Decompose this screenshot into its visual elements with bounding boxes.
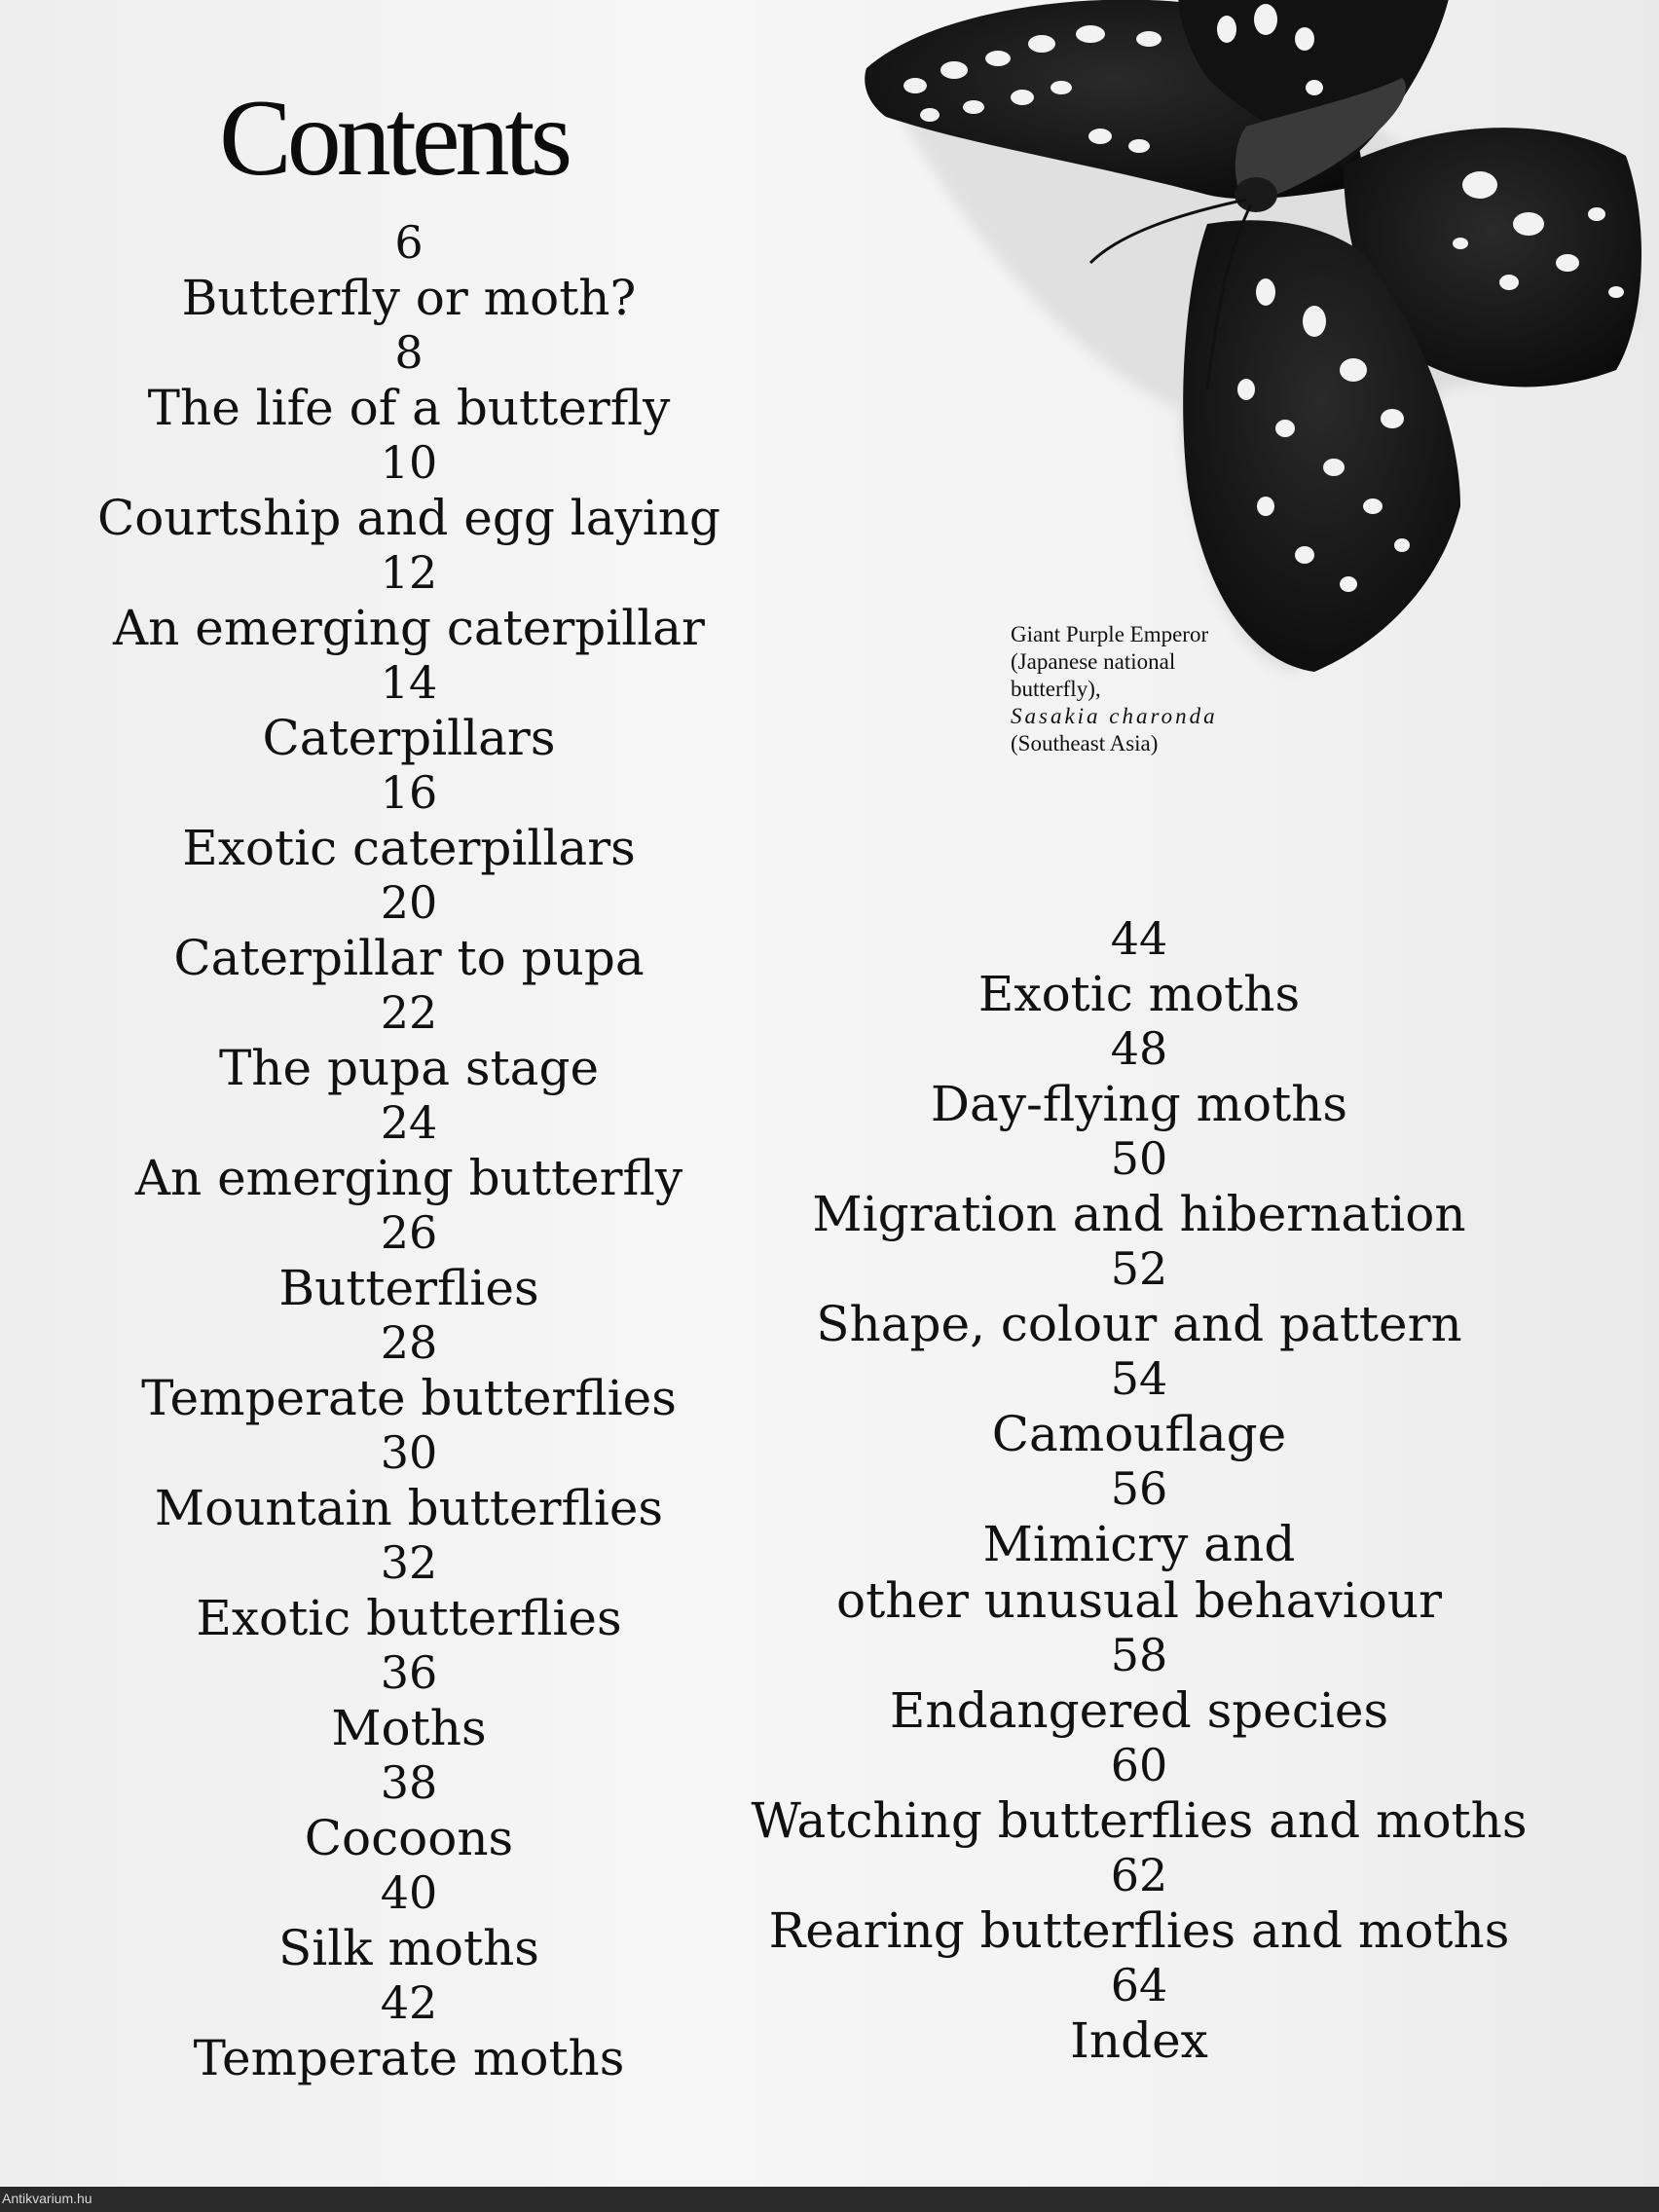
- toc-entry[interactable]: [278, 1206, 538, 1316]
- toc-title: Endangered species: [889, 1682, 1389, 1739]
- toc-title: Temperate butterflies: [141, 1370, 677, 1426]
- toc-left-column: [39, 216, 779, 2086]
- toc-title: An emerging caterpillar: [113, 600, 705, 656]
- toc-page-number: 58: [1110, 1629, 1168, 1681]
- toc-page-number: 14: [380, 656, 438, 709]
- toc-entry[interactable]: [978, 912, 1300, 1022]
- toc-page-number: 52: [1110, 1242, 1168, 1295]
- toc-page-number: 36: [380, 1646, 438, 1699]
- toc-title: Butterflies: [278, 1260, 539, 1316]
- toc-entry[interactable]: [113, 546, 705, 656]
- toc-page-number: 48: [1110, 1022, 1168, 1075]
- toc-title: Mimicry and: [982, 1516, 1296, 1572]
- toc-page-number: 12: [380, 546, 438, 599]
- toc-page-number: 62: [1110, 1849, 1168, 1901]
- toc-entry[interactable]: [219, 986, 599, 1096]
- toc-title: Caterpillars: [262, 710, 556, 766]
- toc-page-number: 16: [380, 766, 438, 819]
- toc-page-number: 10: [380, 436, 438, 489]
- toc-title: Camouflage: [991, 1406, 1287, 1462]
- butterfly-head: [1235, 177, 1277, 212]
- toc-title: Day-flying moths: [930, 1076, 1348, 1132]
- toc-page-number: 42: [380, 1976, 438, 2029]
- toc-page-number: 64: [1110, 1959, 1168, 2011]
- toc-entry[interactable]: [1070, 1959, 1208, 2069]
- toc-title: Courtship and egg laying: [97, 490, 720, 546]
- caption-scientific-name: Sasakia charonda: [1011, 704, 1218, 728]
- toc-title: The life of a butterfly: [147, 380, 671, 436]
- toc-entry[interactable]: [173, 876, 644, 986]
- toc-title: Temperate moths: [193, 2030, 625, 2086]
- toc-page-number: 60: [1110, 1739, 1168, 1791]
- toc-title: An emerging butterfly: [134, 1150, 683, 1206]
- toc-entry[interactable]: [305, 1756, 513, 1866]
- toc-entry[interactable]: [752, 1739, 1528, 1849]
- toc-entry[interactable]: [135, 1096, 682, 1206]
- toc-title: Caterpillar to pupa: [173, 930, 645, 986]
- toc-entry[interactable]: [890, 1629, 1388, 1739]
- butterfly-photo: [857, 0, 1659, 682]
- caption-line: Giant Purple Emperor: [1011, 622, 1209, 646]
- toc-entry[interactable]: [331, 1646, 486, 1756]
- toc-entry[interactable]: [812, 1132, 1465, 1242]
- toc-entry[interactable]: [141, 1316, 677, 1426]
- toc-title: Moths: [331, 1700, 487, 1756]
- toc-entry[interactable]: [769, 1849, 1510, 1959]
- toc-entry[interactable]: [816, 1242, 1461, 1352]
- toc-entry[interactable]: [278, 1866, 539, 1976]
- toc-entry[interactable]: [196, 1536, 621, 1646]
- watermark-text: Antikvarium.hu: [2, 2191, 92, 2206]
- toc-title: Watching butterflies and moths: [751, 1792, 1528, 1849]
- toc-title: Rearing butterflies and moths: [768, 1902, 1510, 1959]
- toc-title: Index: [1070, 2012, 1208, 2069]
- toc-title: Silk moths: [278, 1920, 539, 1976]
- caption-line: (Southeast Asia): [1011, 731, 1159, 756]
- toc-page-number: 28: [380, 1316, 438, 1369]
- toc-page-number: 56: [1110, 1462, 1168, 1515]
- toc-title: Shape, colour and pattern: [816, 1296, 1462, 1352]
- watermark-bar: [0, 2187, 1659, 2212]
- toc-entry[interactable]: [148, 326, 671, 436]
- toc-entry[interactable]: [155, 1426, 663, 1536]
- toc-page-number: 8: [394, 326, 424, 379]
- toc-page-number: 24: [380, 1096, 438, 1149]
- toc-title: Exotic caterpillars: [182, 820, 636, 876]
- toc-right-column: [720, 912, 1558, 2069]
- toc-title: Butterfly or moth?: [181, 270, 637, 326]
- toc-page-number: 40: [380, 1866, 438, 1919]
- toc-entry[interactable]: [182, 216, 637, 326]
- toc-page-number: 38: [380, 1756, 438, 1809]
- toc-entry[interactable]: [931, 1022, 1347, 1132]
- page-title: Contents: [219, 78, 569, 199]
- toc-title: Cocoons: [304, 1810, 514, 1866]
- toc-page-number: 26: [380, 1206, 438, 1259]
- toc-page-number: 6: [394, 216, 424, 269]
- toc-page-number: 20: [380, 876, 438, 929]
- toc-title: The pupa stage: [218, 1040, 600, 1096]
- caption-line: (Japanese national: [1011, 649, 1176, 674]
- toc-title: Mountain butterflies: [154, 1480, 664, 1536]
- toc-title: Migration and hibernation: [812, 1186, 1466, 1242]
- toc-entry[interactable]: [836, 1462, 1442, 1629]
- toc-entry[interactable]: [262, 656, 555, 766]
- toc-page-number: 22: [380, 986, 438, 1039]
- toc-page-number: 54: [1110, 1352, 1168, 1405]
- photo-caption: [1011, 621, 1218, 757]
- toc-title: Exotic moths: [977, 966, 1301, 1022]
- toc-entry[interactable]: [194, 1976, 625, 2086]
- toc-entry[interactable]: [992, 1352, 1287, 1462]
- toc-page-number: 44: [1110, 912, 1168, 965]
- toc-entry[interactable]: [182, 766, 636, 876]
- toc-page-number: 30: [380, 1426, 438, 1479]
- caption-line: butterfly),: [1011, 677, 1101, 701]
- toc-page-number: 50: [1110, 1132, 1168, 1185]
- toc-title-line-2: other unusual behaviour: [836, 1572, 1442, 1629]
- toc-title: Exotic butterflies: [196, 1590, 622, 1646]
- toc-page-number: 32: [380, 1536, 438, 1589]
- toc-entry[interactable]: [97, 436, 720, 546]
